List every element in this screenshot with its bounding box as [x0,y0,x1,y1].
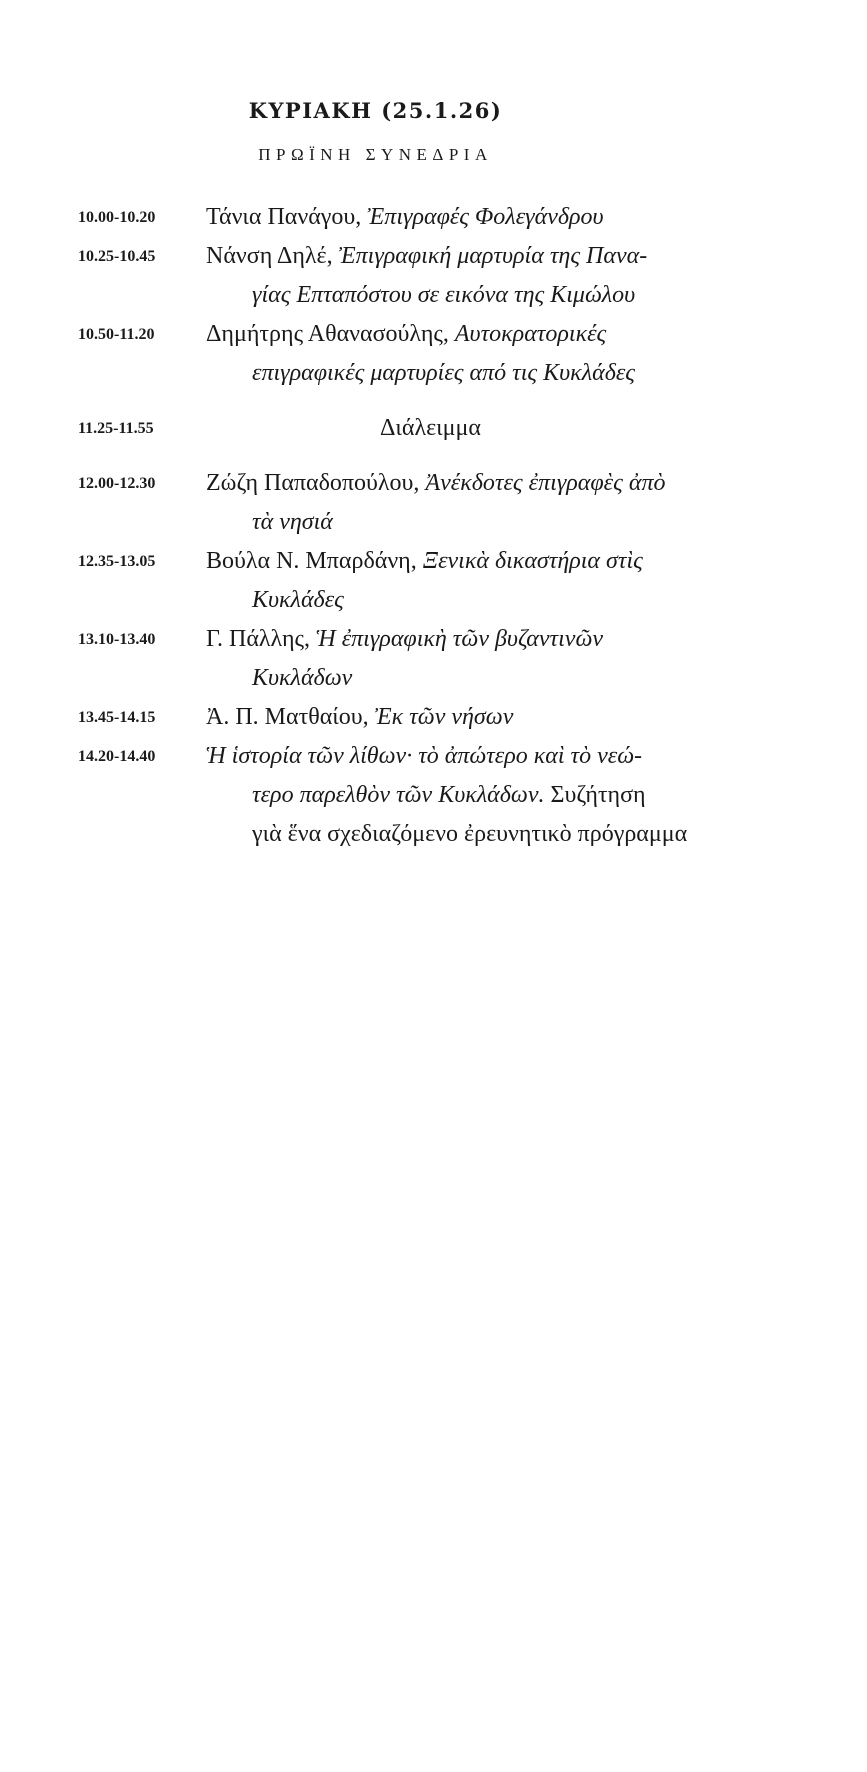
talk-title: Αυτοκρατορικές [454,321,607,347]
time-slot: 12.00-12.30 [78,475,156,492]
time-slot: 12.35-13.05 [78,553,156,570]
speaker-name: Γ. Πάλλης, [206,626,311,652]
speaker-name: Ἀ. Π. Ματθαίου, [206,704,369,730]
talk-title-continued: τὰ νησιά [252,509,333,535]
talk-title-continued: επιγραφικές μαρτυρίες από τις Κυκλάδες [252,360,636,386]
program-item [0,464,867,542]
talk-title-part: τερο παρελθὸν τῶν Κυκλάδων. [252,782,545,808]
talk-title-continued [206,776,766,815]
time-slot: 13.45-14.15 [78,709,156,726]
talk-title: Ἡ ἱστορία τῶν λίθων· τὸ ἀπώτερο καὶ τὸ νεώ- [206,743,642,769]
time-slot: 10.25-10.45 [78,248,156,265]
program-item [0,698,867,737]
talk-entry [206,737,766,854]
speaker-name: Νάνση Δηλέ, [206,243,333,269]
program-item [0,620,867,698]
talk-title: Ἡ ἐπιγραφικὴ τῶν βυζαντινῶν [316,626,604,652]
talk-title-continued: Κυκλάδων [252,665,353,691]
speaker-name: Βούλα Ν. Μπαρδάνη, [206,548,417,574]
talk-title: Ξενικὰ δικαστήρια στὶς [422,548,643,574]
talk-entry [206,542,766,620]
talk-entry [206,464,766,542]
program-item [0,237,867,315]
speaker-name: Τάνια Πανάγου, [206,204,362,230]
speaker-name: Ζώζη Παπαδοπούλου, [206,470,420,496]
talk-title: Ἀνέκδοτες ἐπιγραφὲς ἀπὸ [425,470,666,496]
discussion-note: Συζήτηση [550,782,646,808]
discussion-note-continued: γιὰ ἕνα σχεδιαζόμενο ἐρευνητικὸ πρόγραμμα [252,821,688,847]
program-item-break [0,409,867,448]
program-item [0,737,867,854]
program-item [0,315,867,393]
time-slot: 13.10-13.40 [78,631,156,648]
time-slot: 14.20-14.40 [78,748,156,765]
talk-title: Ἐπιγραφές Φολεγάνδρου [367,204,604,230]
talk-entry [206,237,766,315]
time-slot: 10.50-11.20 [78,326,155,343]
talk-entry [206,315,766,393]
talk-title: Ἐκ τῶν νήσων [374,704,514,730]
session-title: ΠΡΩΪΝΗ ΣΥΝΕΔΡΙΑ [258,145,493,164]
talk-entry [206,620,766,698]
talk-title: Ἐπιγραφική μαρτυρία της Πανα- [338,243,648,269]
break-label: Διάλειμμα [380,415,481,441]
talk-title-continued: Κυκλάδες [252,587,344,613]
speaker-name: Δημήτρης Αθανασούλης, [206,321,449,347]
program-item [0,542,867,620]
talk-title-continued: γίας Επταπόστου σε εικόνα της Κιμώλου [252,282,636,308]
time-slot: 10.00-10.20 [78,209,156,226]
day-title: ΚΥΡΙΑΚΗ (25.1.26) [248,98,503,123]
time-slot: 11.25-11.55 [78,420,154,437]
talk-entry [206,198,766,237]
program-item [0,198,867,237]
program-list [0,198,867,854]
talk-entry [206,698,766,737]
